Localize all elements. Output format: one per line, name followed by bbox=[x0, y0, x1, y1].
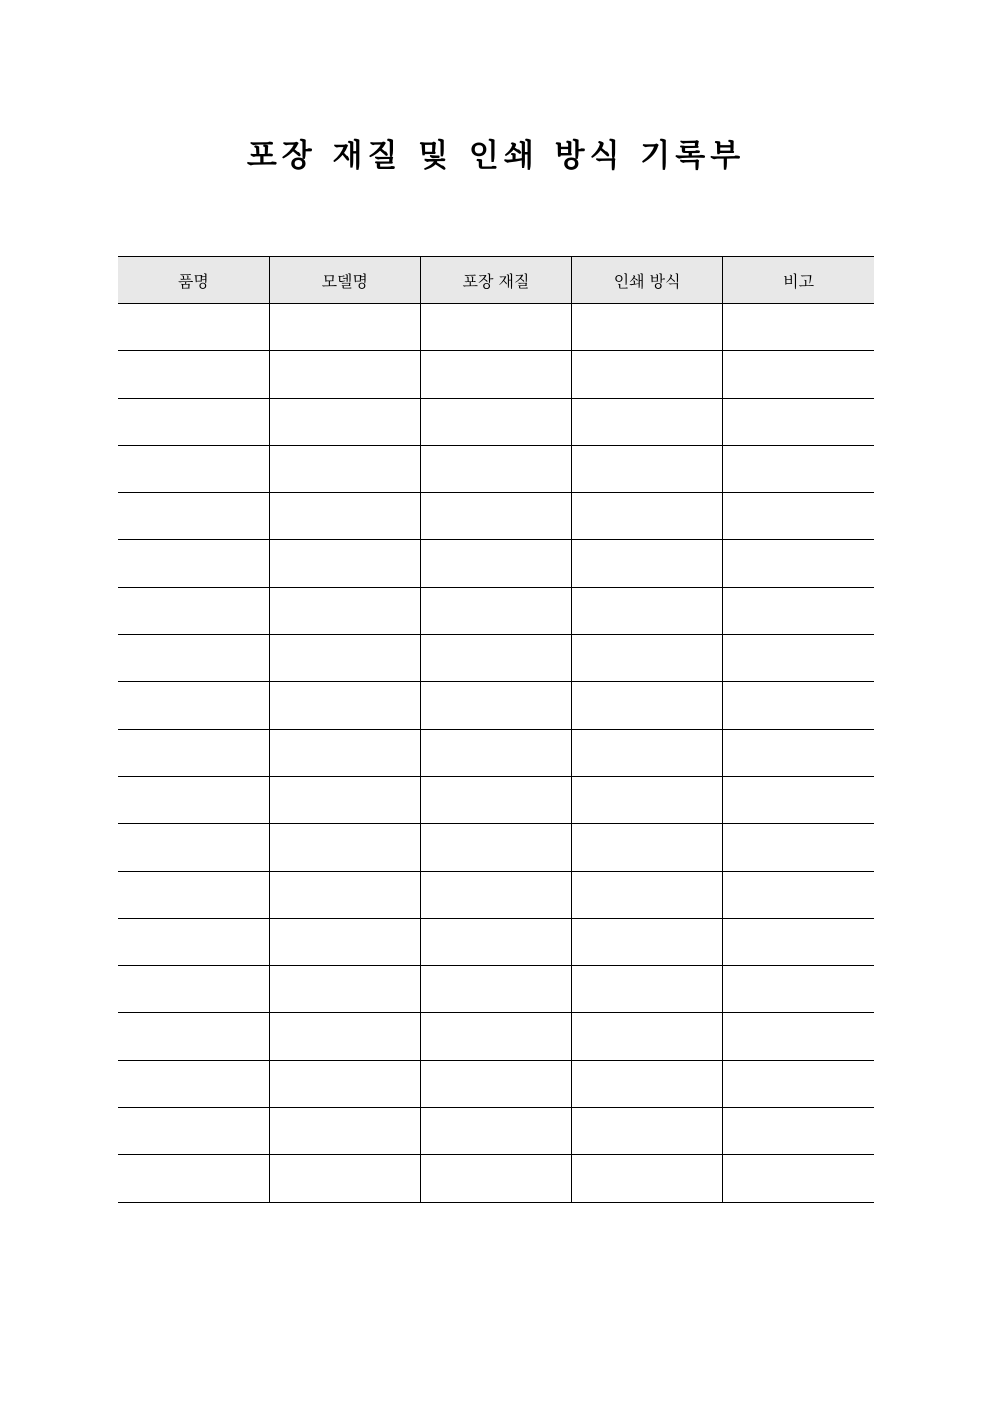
cell-model-name[interactable] bbox=[269, 493, 420, 540]
cell-product-name[interactable] bbox=[118, 635, 269, 682]
cell-printing-method[interactable] bbox=[572, 776, 723, 823]
cell-model-name[interactable] bbox=[269, 1155, 420, 1202]
cell-packaging-material[interactable] bbox=[420, 682, 571, 729]
table-row bbox=[118, 1060, 874, 1107]
cell-product-name[interactable] bbox=[118, 776, 269, 823]
cell-printing-method[interactable] bbox=[572, 398, 723, 445]
cell-model-name[interactable] bbox=[269, 824, 420, 871]
cell-printing-method[interactable] bbox=[572, 729, 723, 776]
cell-model-name[interactable] bbox=[269, 304, 420, 351]
table-row bbox=[118, 966, 874, 1013]
cell-model-name[interactable] bbox=[269, 1108, 420, 1155]
cell-remarks[interactable] bbox=[723, 1155, 874, 1202]
cell-remarks[interactable] bbox=[723, 398, 874, 445]
cell-model-name[interactable] bbox=[269, 1060, 420, 1107]
cell-printing-method[interactable] bbox=[572, 304, 723, 351]
table-row bbox=[118, 682, 874, 729]
cell-packaging-material[interactable] bbox=[420, 445, 571, 492]
cell-packaging-material[interactable] bbox=[420, 540, 571, 587]
cell-remarks[interactable] bbox=[723, 824, 874, 871]
table-row bbox=[118, 351, 874, 398]
cell-printing-method[interactable] bbox=[572, 540, 723, 587]
cell-remarks[interactable] bbox=[723, 540, 874, 587]
cell-packaging-material[interactable] bbox=[420, 1060, 571, 1107]
table-row bbox=[118, 304, 874, 351]
cell-remarks[interactable] bbox=[723, 729, 874, 776]
cell-product-name[interactable] bbox=[118, 493, 269, 540]
cell-product-name[interactable] bbox=[118, 1060, 269, 1107]
cell-printing-method[interactable] bbox=[572, 871, 723, 918]
cell-remarks[interactable] bbox=[723, 776, 874, 823]
cell-remarks[interactable] bbox=[723, 635, 874, 682]
cell-model-name[interactable] bbox=[269, 918, 420, 965]
cell-model-name[interactable] bbox=[269, 540, 420, 587]
cell-packaging-material[interactable] bbox=[420, 824, 571, 871]
header-remarks: 비고 bbox=[723, 257, 874, 304]
cell-product-name[interactable] bbox=[118, 445, 269, 492]
header-printing-method: 인쇄 방식 bbox=[572, 257, 723, 304]
header-model-name: 모델명 bbox=[269, 257, 420, 304]
cell-packaging-material[interactable] bbox=[420, 966, 571, 1013]
cell-product-name[interactable] bbox=[118, 824, 269, 871]
table-row bbox=[118, 1108, 874, 1155]
cell-printing-method[interactable] bbox=[572, 682, 723, 729]
cell-product-name[interactable] bbox=[118, 587, 269, 634]
cell-product-name[interactable] bbox=[118, 1108, 269, 1155]
cell-remarks[interactable] bbox=[723, 966, 874, 1013]
table-row bbox=[118, 776, 874, 823]
cell-packaging-material[interactable] bbox=[420, 351, 571, 398]
table-row bbox=[118, 540, 874, 587]
table-header-row bbox=[118, 257, 874, 304]
header-packaging-material: 포장 재질 bbox=[420, 257, 571, 304]
cell-packaging-material[interactable] bbox=[420, 918, 571, 965]
cell-packaging-material[interactable] bbox=[420, 587, 571, 634]
table-row bbox=[118, 445, 874, 492]
cell-product-name[interactable] bbox=[118, 1155, 269, 1202]
table-row bbox=[118, 635, 874, 682]
cell-printing-method[interactable] bbox=[572, 824, 723, 871]
cell-remarks[interactable] bbox=[723, 304, 874, 351]
table-row bbox=[118, 1013, 874, 1060]
cell-packaging-material[interactable] bbox=[420, 304, 571, 351]
cell-packaging-material[interactable] bbox=[420, 776, 571, 823]
cell-remarks[interactable] bbox=[723, 587, 874, 634]
table-row bbox=[118, 871, 874, 918]
cell-product-name[interactable] bbox=[118, 398, 269, 445]
cell-product-name[interactable] bbox=[118, 540, 269, 587]
cell-packaging-material[interactable] bbox=[420, 871, 571, 918]
cell-printing-method[interactable] bbox=[572, 635, 723, 682]
cell-remarks[interactable] bbox=[723, 1108, 874, 1155]
cell-printing-method[interactable] bbox=[572, 1108, 723, 1155]
cell-model-name[interactable] bbox=[269, 351, 420, 398]
cell-remarks[interactable] bbox=[723, 871, 874, 918]
cell-packaging-material[interactable] bbox=[420, 1108, 571, 1155]
cell-product-name[interactable] bbox=[118, 729, 269, 776]
header-product-name: 품명 bbox=[118, 257, 269, 304]
cell-packaging-material[interactable] bbox=[420, 729, 571, 776]
cell-model-name[interactable] bbox=[269, 682, 420, 729]
cell-printing-method[interactable] bbox=[572, 1155, 723, 1202]
table-row bbox=[118, 824, 874, 871]
cell-model-name[interactable] bbox=[269, 445, 420, 492]
cell-remarks[interactable] bbox=[723, 1013, 874, 1060]
table-row bbox=[118, 729, 874, 776]
cell-model-name[interactable] bbox=[269, 966, 420, 1013]
table-row bbox=[118, 1155, 874, 1202]
cell-product-name[interactable] bbox=[118, 918, 269, 965]
cell-remarks[interactable] bbox=[723, 682, 874, 729]
cell-printing-method[interactable] bbox=[572, 587, 723, 634]
cell-model-name[interactable] bbox=[269, 1013, 420, 1060]
cell-remarks[interactable] bbox=[723, 918, 874, 965]
cell-model-name[interactable] bbox=[269, 729, 420, 776]
cell-model-name[interactable] bbox=[269, 398, 420, 445]
cell-model-name[interactable] bbox=[269, 776, 420, 823]
cell-product-name[interactable] bbox=[118, 304, 269, 351]
cell-printing-method[interactable] bbox=[572, 1013, 723, 1060]
cell-product-name[interactable] bbox=[118, 1013, 269, 1060]
cell-product-name[interactable] bbox=[118, 871, 269, 918]
cell-model-name[interactable] bbox=[269, 587, 420, 634]
cell-remarks[interactable] bbox=[723, 351, 874, 398]
cell-product-name[interactable] bbox=[118, 351, 269, 398]
table-row bbox=[118, 918, 874, 965]
cell-printing-method[interactable] bbox=[572, 493, 723, 540]
document-title: 포장 재질 및 인쇄 방식 기록부 bbox=[246, 138, 746, 174]
cell-printing-method[interactable] bbox=[572, 1060, 723, 1107]
cell-printing-method[interactable] bbox=[572, 918, 723, 965]
table-row bbox=[118, 587, 874, 634]
cell-printing-method[interactable] bbox=[572, 966, 723, 1013]
cell-packaging-material[interactable] bbox=[420, 1013, 571, 1060]
cell-product-name[interactable] bbox=[118, 966, 269, 1013]
cell-packaging-material[interactable] bbox=[420, 1155, 571, 1202]
cell-model-name[interactable] bbox=[269, 871, 420, 918]
cell-packaging-material[interactable] bbox=[420, 635, 571, 682]
cell-remarks[interactable] bbox=[723, 493, 874, 540]
cell-printing-method[interactable] bbox=[572, 351, 723, 398]
cell-printing-method[interactable] bbox=[572, 445, 723, 492]
cell-model-name[interactable] bbox=[269, 635, 420, 682]
table-body bbox=[118, 304, 874, 1203]
table-row bbox=[118, 493, 874, 540]
record-table bbox=[118, 256, 874, 1203]
cell-product-name[interactable] bbox=[118, 682, 269, 729]
cell-packaging-material[interactable] bbox=[420, 493, 571, 540]
cell-packaging-material[interactable] bbox=[420, 398, 571, 445]
cell-remarks[interactable] bbox=[723, 445, 874, 492]
table-row bbox=[118, 398, 874, 445]
cell-remarks[interactable] bbox=[723, 1060, 874, 1107]
